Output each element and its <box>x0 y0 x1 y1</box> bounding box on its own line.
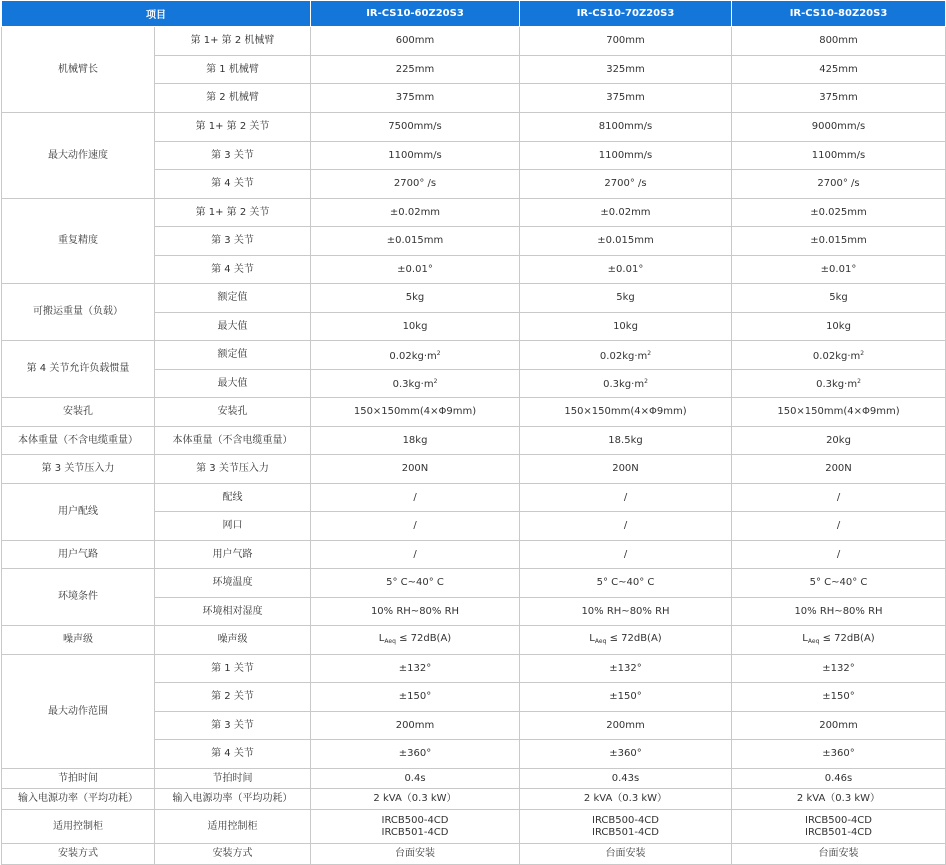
row-sub-label: 第 4 关节 <box>155 170 311 199</box>
spec-value-model-3: 2700° /s <box>732 170 946 199</box>
row-sub-label: 第 2 关节 <box>155 683 311 712</box>
row-group-label: 用户配线 <box>2 484 155 541</box>
spec-table <box>1 0 946 865</box>
row-sub-label: 节拍时间 <box>155 769 311 789</box>
spec-value-model-1: 375mm <box>311 84 520 113</box>
row-group-label: 本体重量（不含电缆重量） <box>2 427 155 455</box>
spec-value-model-1: 600mm <box>311 27 520 56</box>
spec-value-model-3: 800mm <box>732 27 946 56</box>
superscript-2: 2 <box>644 378 648 385</box>
spec-value-model-1: $0.3kg\cdot m^2$ <box>311 370 520 398</box>
spec-value-model-2: $0.3kg\cdot m^2$ <box>520 370 732 398</box>
superscript-2: 2 <box>433 378 438 385</box>
spec-value-model-3: ±0.01° <box>732 256 946 284</box>
spec-value-model-3: 375mm <box>732 84 946 113</box>
spec-value-model-2: / <box>520 484 732 512</box>
table-row <box>2 844 946 865</box>
spec-value-model-1: 2700° /s <box>311 170 520 199</box>
row-sub-label: 安装孔 <box>155 398 311 427</box>
noise-symbol: L <box>802 632 808 644</box>
spec-value-model-1: 5kg <box>311 284 520 313</box>
noise-value: ≤ 72dB(A) <box>822 632 875 644</box>
header-model-2: IR-CS10-70Z20S3 <box>520 1 732 27</box>
row-sub-label: 最大值 <box>155 370 311 398</box>
spec-value-model-1: 1100mm/s <box>311 142 520 170</box>
spec-value-model-2: 150×150mm(4×Φ9mm) <box>520 398 732 427</box>
controller-model: IRCB500-4CD <box>805 814 872 826</box>
spec-value-model-2: ±150° <box>520 683 732 712</box>
superscript-2: 2 <box>860 349 865 357</box>
spec-value-model-3 <box>732 626 946 655</box>
row-sub-label: 噪声级 <box>155 626 311 655</box>
row-group-label: 可搬运重量（负载） <box>2 284 155 341</box>
table-row <box>2 655 946 683</box>
superscript-2: 2 <box>857 378 861 385</box>
controller-model: IRCB500-4CD <box>592 814 659 826</box>
row-group-label: 机械臂长 <box>2 27 155 113</box>
spec-value-model-2: ±0.01° <box>520 256 732 284</box>
superscript-2: 2 <box>647 349 652 357</box>
table-row <box>2 769 946 789</box>
spec-value-model-3: $0.3kg\cdot m^2$ <box>732 370 946 398</box>
spec-value-model-2: 5° C~40° C <box>520 569 732 598</box>
spec-value-model-3: ±0.025mm <box>732 199 946 227</box>
spec-value-model-2: ±0.02mm <box>520 199 732 227</box>
row-group-label: 安装方式 <box>2 844 155 865</box>
spec-table-header <box>2 1 946 27</box>
spec-value-model-3: ±0.015mm <box>732 227 946 256</box>
spec-value-model-3: / <box>732 512 946 541</box>
spec-value-model-2: 2700° /s <box>520 170 732 199</box>
spec-value-model-3: 150×150mm(4×Φ9mm) <box>732 398 946 427</box>
row-sub-label: 第 4 关节 <box>155 256 311 284</box>
spec-value-model-3: ±360° <box>732 740 946 769</box>
spec-value-model-3: 10% RH~80% RH <box>732 598 946 626</box>
table-row <box>2 626 946 655</box>
noise-value: ≤ 72dB(A) <box>609 632 662 644</box>
row-sub-label: 配线 <box>155 484 311 512</box>
row-sub-label: 第 1 机械臂 <box>155 56 311 84</box>
superscript-2: 2 <box>436 349 441 357</box>
spec-value-model-3: 0.46s <box>732 769 946 789</box>
spec-value-model-3: 2 kVA（0.3 kW） <box>732 789 946 810</box>
controller-model: IRCB501-4CD <box>805 826 872 838</box>
spec-value-model-2: 375mm <box>520 84 732 113</box>
row-group-label: 第 4 关节允许负载惯量 <box>2 341 155 398</box>
spec-value-model-2: ±360° <box>520 740 732 769</box>
spec-value-model-2: 200N <box>520 455 732 484</box>
noise-subscript: Aeq <box>594 637 607 645</box>
spec-value-model-3: 5kg <box>732 284 946 313</box>
row-sub-label: 第 3 关节压入力 <box>155 455 311 484</box>
spec-value-model-1: ±0.02mm <box>311 199 520 227</box>
row-sub-label: 额定值 <box>155 284 311 313</box>
spec-value-model-2: 200mm <box>520 712 732 740</box>
spec-value-model-2 <box>520 626 732 655</box>
noise-value: ≤ 72dB(A) <box>399 632 452 644</box>
row-group-label: 适用控制柜 <box>2 810 155 844</box>
spec-value-model-1: $0.02kg\cdot m^2$ <box>311 341 520 370</box>
row-sub-label: 第 1+ 第 2 关节 <box>155 113 311 142</box>
spec-value-model-2: 2 kVA（0.3 kW） <box>520 789 732 810</box>
row-group-label: 节拍时间 <box>2 769 155 789</box>
spec-value-model-1: 200mm <box>311 712 520 740</box>
table-row <box>2 484 946 512</box>
row-sub-label: 第 2 机械臂 <box>155 84 311 113</box>
spec-value-model-1: ±0.015mm <box>311 227 520 256</box>
spec-value-model-3: ±132° <box>732 655 946 683</box>
spec-value-model-1: 200N <box>311 455 520 484</box>
header-model-3: IR-CS10-80Z20S3 <box>732 1 946 27</box>
row-group-label: 环境条件 <box>2 569 155 626</box>
table-row <box>2 541 946 569</box>
table-row <box>2 810 946 844</box>
spec-value-model-1: ±0.01° <box>311 256 520 284</box>
spec-value-model-2: 0.43s <box>520 769 732 789</box>
table-row <box>2 427 946 455</box>
spec-value-model-1: 10% RH~80% RH <box>311 598 520 626</box>
spec-value-model-1: / <box>311 512 520 541</box>
row-sub-label: 第 1+ 第 2 机械臂 <box>155 27 311 56</box>
spec-value-model-3: 20kg <box>732 427 946 455</box>
row-sub-label: 环境温度 <box>155 569 311 598</box>
spec-value-model-1: 台面安装 <box>311 844 520 865</box>
spec-value-model-2: 1100mm/s <box>520 142 732 170</box>
spec-value-model-1: 150×150mm(4×Φ9mm) <box>311 398 520 427</box>
spec-value-model-3: 9000mm/s <box>732 113 946 142</box>
spec-value-model-1: / <box>311 541 520 569</box>
spec-value-model-3: 1100mm/s <box>732 142 946 170</box>
spec-table-body <box>2 27 946 865</box>
row-sub-label: 第 3 关节 <box>155 142 311 170</box>
noise-symbol: L <box>378 632 385 644</box>
spec-value-model-2: 10kg <box>520 313 732 341</box>
noise-subscript: Aeq <box>384 637 396 645</box>
spec-value-model-2: / <box>520 512 732 541</box>
spec-value-model-1: 5° C~40° C <box>311 569 520 598</box>
row-group-label: 输入电源功率（平均功耗） <box>2 789 155 810</box>
spec-value-model-1: / <box>311 484 520 512</box>
table-row <box>2 113 946 142</box>
spec-value-model-2: / <box>520 541 732 569</box>
spec-value-model-3: 5° C~40° C <box>732 569 946 598</box>
spec-value-model-2: $0.02kg\cdot m^2$ <box>520 341 732 370</box>
controller-model: IRCB500-4CD <box>381 814 449 826</box>
table-row <box>2 789 946 810</box>
table-row <box>2 284 946 313</box>
spec-value-model-1 <box>311 810 520 844</box>
spec-value-model-2: ±0.015mm <box>520 227 732 256</box>
row-sub-label: 第 1+ 第 2 关节 <box>155 199 311 227</box>
spec-value-model-1: 0.4s <box>311 769 520 789</box>
noise-symbol: L <box>589 632 595 644</box>
spec-value-model-1: 18kg <box>311 427 520 455</box>
table-row <box>2 569 946 598</box>
row-sub-label: 安装方式 <box>155 844 311 865</box>
noise-subscript: Aeq <box>807 637 820 645</box>
spec-value-model-1: ±360° <box>311 740 520 769</box>
row-group-label: 最大动作速度 <box>2 113 155 199</box>
spec-value-model-2: 10% RH~80% RH <box>520 598 732 626</box>
spec-value-model-3 <box>732 810 946 844</box>
row-sub-label: 网口 <box>155 512 311 541</box>
spec-value-model-2: 18.5kg <box>520 427 732 455</box>
row-sub-label: 输入电源功率（平均功耗） <box>155 789 311 810</box>
spec-value-model-3: 200N <box>732 455 946 484</box>
spec-value-model-2: 700mm <box>520 27 732 56</box>
spec-value-model-2: 5kg <box>520 284 732 313</box>
header-model-1: IR-CS10-60Z20S3 <box>311 1 520 27</box>
spec-value-model-1: ±132° <box>311 655 520 683</box>
spec-value-model-1: 2 kVA（0.3 kW） <box>311 789 520 810</box>
spec-value-model-1: 225mm <box>311 56 520 84</box>
row-sub-label: 环境相对湿度 <box>155 598 311 626</box>
table-row <box>2 199 946 227</box>
row-group-label: 噪声级 <box>2 626 155 655</box>
table-row <box>2 455 946 484</box>
row-sub-label: 额定值 <box>155 341 311 370</box>
row-group-label: 安装孔 <box>2 398 155 427</box>
spec-value-model-1: ±150° <box>311 683 520 712</box>
spec-value-model-3: 200mm <box>732 712 946 740</box>
controller-model: IRCB501-4CD <box>592 826 659 838</box>
spec-value-model-3: 10kg <box>732 313 946 341</box>
row-sub-label: 最大值 <box>155 313 311 341</box>
row-sub-label: 第 3 关节 <box>155 227 311 256</box>
row-sub-label: 适用控制柜 <box>155 810 311 844</box>
header-row <box>2 1 946 27</box>
spec-value-model-2: ±132° <box>520 655 732 683</box>
spec-value-model-3: $0.02kg\cdot m^2$ <box>732 341 946 370</box>
row-sub-label: 第 1 关节 <box>155 655 311 683</box>
spec-value-model-1: 7500mm/s <box>311 113 520 142</box>
spec-value-model-2: 台面安装 <box>520 844 732 865</box>
row-group-label: 用户气路 <box>2 541 155 569</box>
spec-value-model-2: 8100mm/s <box>520 113 732 142</box>
row-group-label: 最大动作范围 <box>2 655 155 769</box>
row-group-label: 第 3 关节压入力 <box>2 455 155 484</box>
spec-value-model-3: / <box>732 541 946 569</box>
row-sub-label: 第 3 关节 <box>155 712 311 740</box>
spec-value-model-1 <box>311 626 520 655</box>
table-row <box>2 398 946 427</box>
spec-value-model-3: / <box>732 484 946 512</box>
spec-value-model-2: 325mm <box>520 56 732 84</box>
row-group-label: 重复精度 <box>2 199 155 284</box>
row-sub-label: 用户气路 <box>155 541 311 569</box>
table-row <box>2 27 946 56</box>
controller-model: IRCB501-4CD <box>381 826 449 838</box>
row-sub-label: 第 4 关节 <box>155 740 311 769</box>
header-item: 项目 <box>2 1 311 27</box>
row-sub-label: 本体重量（不含电缆重量） <box>155 427 311 455</box>
spec-value-model-3: ±150° <box>732 683 946 712</box>
spec-value-model-3: 425mm <box>732 56 946 84</box>
table-row <box>2 341 946 370</box>
spec-value-model-3: 台面安装 <box>732 844 946 865</box>
spec-value-model-2 <box>520 810 732 844</box>
spec-value-model-1: 10kg <box>311 313 520 341</box>
